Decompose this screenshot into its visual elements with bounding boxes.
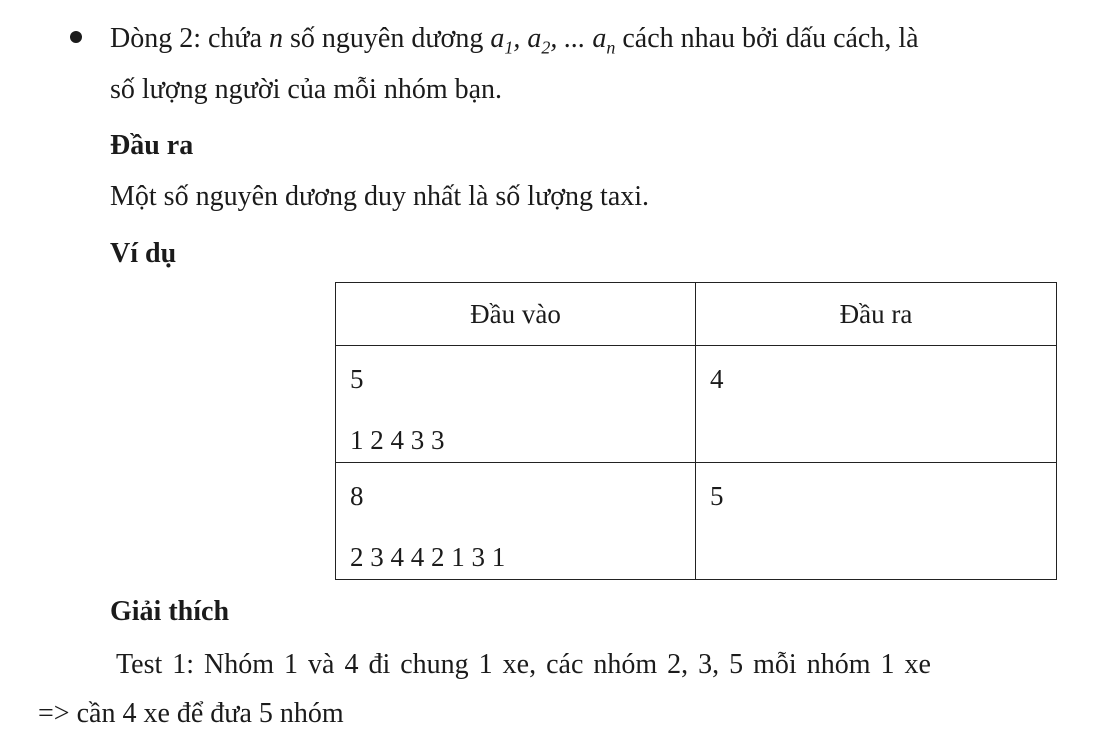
input-cell	[336, 463, 696, 580]
bullet-line-1	[110, 23, 919, 58]
example-heading: Ví dụ	[110, 238, 177, 269]
bullet-line-middle: số nguyên dương	[283, 23, 491, 54]
subscript-1: 1	[504, 37, 514, 58]
output-heading: Đầu ra	[110, 130, 194, 161]
input-line-2: 2 3 4 4 2 1 3 1	[350, 542, 506, 572]
output-value: 4	[710, 364, 724, 394]
var-a1: a	[490, 23, 505, 54]
output-description: Một số nguyên dương duy nhất là số lượng taxi.	[110, 181, 650, 212]
explanation-line-2: => cần 4 xe để đưa 5 nhóm	[38, 698, 344, 729]
bullet-line-2: số lượng người của mỗi nhóm bạn.	[110, 74, 503, 105]
input-line-1: 8	[350, 481, 364, 511]
input-line-1: 5	[350, 364, 364, 394]
bullet-line-suffix: cách nhau bởi dấu cách, là	[615, 23, 919, 54]
separator-2: , ...	[550, 23, 593, 54]
example-table	[335, 282, 1057, 580]
bullet-icon	[70, 31, 82, 43]
table-row	[336, 346, 1057, 463]
subscript-n: n	[606, 37, 616, 58]
output-cell	[696, 463, 1057, 580]
bullet-line-prefix: Dòng 2: chứa	[110, 23, 270, 54]
input-line-2: 1 2 4 3 3	[350, 425, 445, 455]
var-an: a	[592, 23, 607, 54]
separator-1: ,	[513, 23, 528, 54]
explanation-line-1: Test 1: Nhóm 1 và 4 đi chung 1 xe, các nhóm 2, 3, 5 mỗi nhóm 1 xe	[116, 649, 931, 680]
header-input: Đầu vào	[336, 283, 696, 346]
table-row	[336, 463, 1057, 580]
subscript-2: 2	[541, 37, 551, 58]
var-n: n	[269, 23, 284, 54]
var-a2: a	[527, 23, 542, 54]
explanation-heading: Giải thích	[110, 596, 230, 627]
output-cell	[696, 346, 1057, 463]
table-header-row	[336, 283, 1057, 346]
output-value: 5	[710, 481, 724, 511]
input-cell	[336, 346, 696, 463]
header-output: Đầu ra	[696, 283, 1057, 346]
